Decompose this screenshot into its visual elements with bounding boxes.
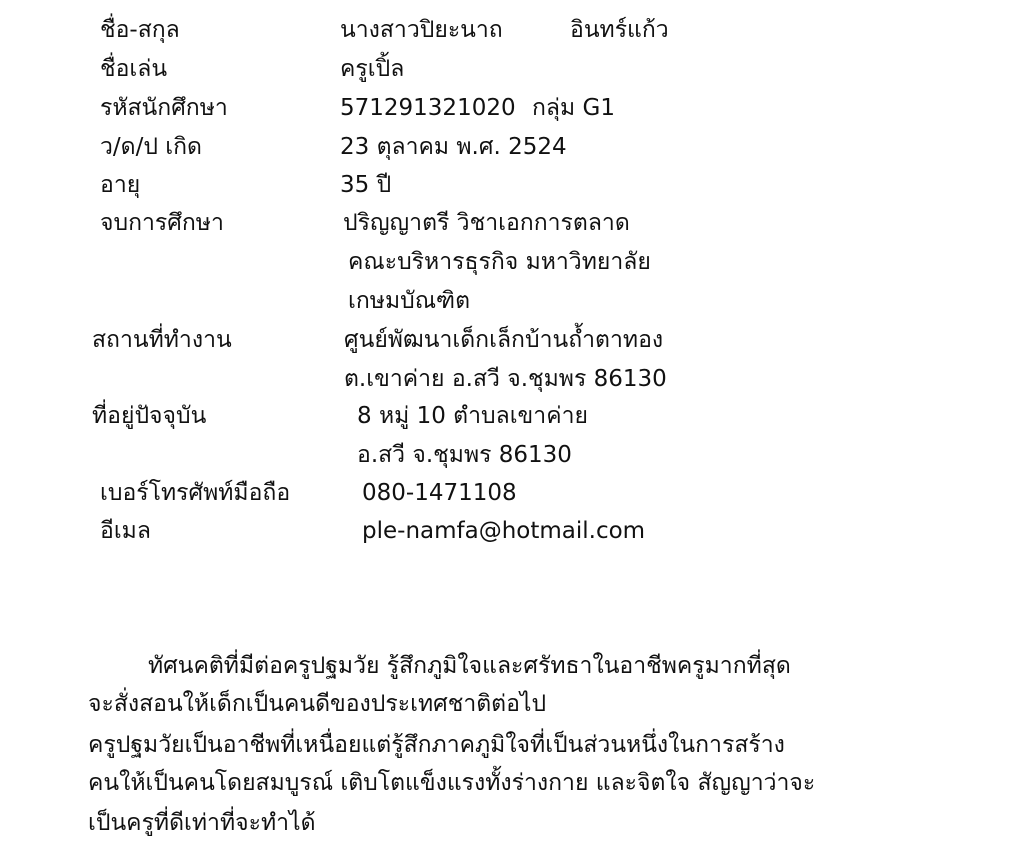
nickname-label: ชื่อเล่น bbox=[100, 56, 168, 82]
phone-label: เบอร์โทรศัพท์มือถือ bbox=[100, 480, 291, 506]
surname-value: อินทร์แก้ว bbox=[570, 17, 669, 43]
attitude-line: คนให้เป็นคนโดยสมบูรณ์ เติบโตแข็งแรงทั้งร่างกาย และจิตใจ สัญญาว่าจะ bbox=[88, 770, 816, 796]
education-line: ปริญญาตรี วิชาเอกการตลาด bbox=[343, 210, 630, 236]
phone-value: 080-1471108 bbox=[362, 480, 517, 506]
birth-value: 23 ตุลาคม พ.ศ. 2524 bbox=[340, 134, 567, 160]
education-label: จบการศึกษา bbox=[100, 210, 224, 236]
education-line: เกษมบัณฑิต bbox=[348, 288, 471, 314]
nickname-value: ครูเปิ้ล bbox=[340, 56, 405, 82]
workplace-line: ต.เขาค่าย อ.สวี จ.ชุมพร 86130 bbox=[344, 366, 667, 392]
workplace-label: สถานที่ทำงาน bbox=[92, 327, 232, 353]
student-id-value: 571291321020 bbox=[340, 95, 516, 121]
name-label: ชื่อ-สกุล bbox=[100, 17, 180, 43]
attitude-line: จะสั่งสอนให้เด็กเป็นคนดีของประเทศชาติต่อไป bbox=[88, 691, 547, 717]
workplace-line: ศูนย์พัฒนาเด็กเล็กบ้านถ้ำตาทอง bbox=[344, 327, 664, 353]
address-label: ที่อยู่ปัจจุบัน bbox=[92, 403, 207, 429]
education-line: คณะบริหารธุรกิจ มหาวิทยาลัย bbox=[348, 249, 651, 275]
email-label: อีเมล bbox=[100, 518, 151, 544]
address-line: 8 หมู่ 10 ตำบลเขาค่าย bbox=[357, 403, 588, 429]
attitude-line: เป็นครูที่ดีเท่าที่จะทำได้ bbox=[88, 810, 316, 836]
student-id-label: รหัสนักศึกษา bbox=[100, 95, 228, 121]
attitude-line: ครูปฐมวัยเป็นอาชีพที่เหนื่อยแต่รู้สึกภาคภูมิใจที่เป็นส่วนหนึ่งในการสร้าง bbox=[88, 732, 785, 758]
birth-label: ว/ด/ป เกิด bbox=[100, 134, 202, 160]
group-value: กลุ่ม G1 bbox=[532, 95, 615, 121]
attitude-line: ทัศนคติที่มีต่อครูปฐมวัย รู้สึกภูมิใจและศรัทธาในอาชีพครูมากที่สุด bbox=[148, 653, 791, 679]
name-value: นางสาวปิยะนาถ bbox=[340, 17, 503, 43]
age-label: อายุ bbox=[100, 172, 141, 198]
age-value: 35 ปี bbox=[340, 172, 392, 198]
address-line: อ.สวี จ.ชุมพร 86130 bbox=[357, 442, 572, 468]
email-value: ple-namfa@hotmail.com bbox=[362, 518, 646, 544]
